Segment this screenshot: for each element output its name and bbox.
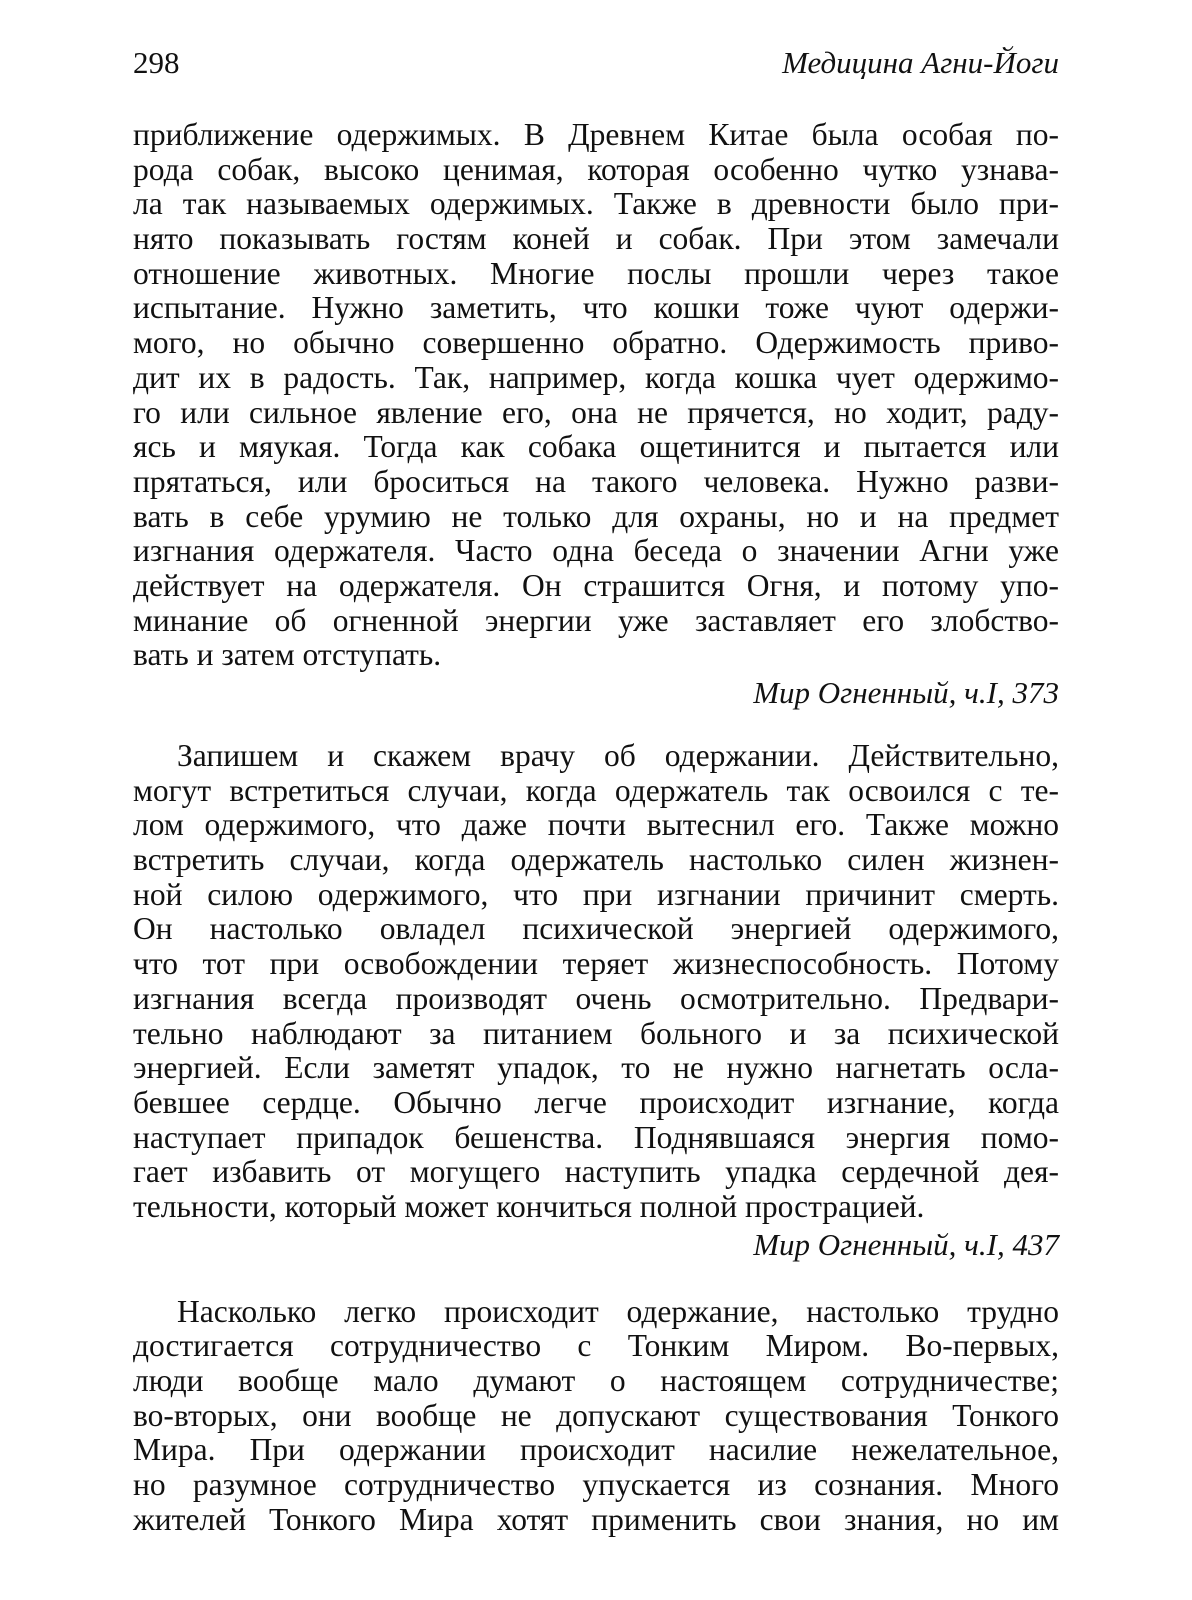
text-line: прятаться, или броситься на такого человека. Нужно разви-	[133, 463, 1059, 499]
text-line: встретить случаи, когда одержатель настолько силен жизнен-	[133, 842, 1059, 878]
text-line: могут встретиться случаи, когда одержатель так освоился с те-	[133, 772, 1059, 808]
text-line: тельно наблюдают за питанием больного и за психической	[133, 1015, 1059, 1051]
text-line: тельности, который может кончиться полной прострацией.	[133, 1188, 925, 1224]
paragraph-block-3	[133, 1295, 1059, 1538]
text-line: нято показывать гостям коней и собак. При этом замечали	[133, 221, 1059, 257]
source-citation: Мир Огненный, ч.I, 373	[753, 675, 1059, 710]
source-citation: Мир Огненный, ч.I, 437	[753, 1226, 1059, 1262]
text-line: энергией. Если заметят упадок, то не нужно нагнетать осла-	[133, 1050, 1059, 1086]
text-line: го или сильное явление его, она не прячется, но ходит, раду-	[133, 394, 1059, 430]
text-line: Он настолько овладел психической энергией одержимого,	[133, 911, 1059, 947]
text-line: жителей Тонкого Мира хотят применить свои знания, но им	[133, 1501, 1059, 1537]
text-line: вать в себе урумию не только для охраны, но и на предмет	[133, 498, 1059, 534]
text-line: бевшее сердце. Обычно легче происходит изгнание, когда	[133, 1084, 1059, 1120]
text-line: изгнания всегда производят очень осмотрительно. Предвари-	[133, 980, 1059, 1016]
running-title: Медицина Агни-Йоги	[782, 45, 1059, 80]
text-line: мого, но обычно совершенно обратно. Одержимость приво-	[133, 325, 1059, 361]
text-line: действует на одержателя. Он страшится Огня, и потому упо-	[133, 567, 1059, 603]
text-line: во-вторых, они вообще не допускают существования Тонкого	[133, 1397, 1059, 1433]
text-line: вать и затем отступать.	[133, 637, 442, 673]
text-line: что тот при освобождении теряет жизнеспособность. Потому	[133, 946, 1059, 982]
paragraph-block-1	[133, 118, 1059, 712]
text-line: достигается сотрудничество с Тонким Миром. Во-первых,	[133, 1328, 1059, 1364]
text-line: ясь и мяукая. Тогда как собака ощетинится и пытается или	[133, 429, 1059, 465]
text-line: минание об огненной энергии уже заставляет его злобство-	[133, 602, 1059, 638]
text-line: Запишем и скажем врачу об одержании. Действительно,	[177, 738, 1059, 773]
text-line: ной силою одержимого, что при изгнании причинит смерть.	[133, 876, 1059, 912]
text-line: наступает припадок бешенства. Поднявшаяся энергия помо-	[133, 1119, 1059, 1155]
text-line: Насколько легко происходит одержание, настолько трудно	[177, 1293, 1059, 1329]
text-line: Мира. При одержании происходит насилие нежелательное,	[133, 1432, 1059, 1468]
text-line: дит их в радость. Так, например, когда кошка чует одержимо-	[133, 359, 1059, 395]
page-number: 298	[133, 45, 180, 80]
text-line: рода собак, высоко ценимая, которая особенно чутко узнава-	[133, 151, 1059, 187]
text-line: гает избавить от могущего наступить упадка сердечной дея-	[133, 1154, 1059, 1190]
paragraph-block-2	[133, 739, 1059, 1264]
text-line: но разумное сотрудничество упускается из сознания. Много	[133, 1467, 1059, 1503]
text-line: отношение животных. Многие послы прошли через такое	[133, 255, 1059, 291]
text-line: испытание. Нужно заметить, что кошки тоже чуют одержи-	[133, 290, 1059, 326]
text-line: люди вообще мало думают о настоящем сотрудничестве;	[133, 1363, 1059, 1398]
text-line: изгнания одержателя. Часто одна беседа о значении Агни уже	[133, 533, 1059, 569]
text-line: лом одержимого, что даже почти вытеснил его. Также можно	[133, 807, 1059, 843]
text-line: приближение одержимых. В Древнем Китае была особая по-	[133, 117, 1059, 152]
page-header	[133, 40, 1059, 86]
text-line: ла так называемых одержимых. Также в древности было при-	[133, 186, 1059, 222]
book-page	[133, 40, 1059, 1537]
